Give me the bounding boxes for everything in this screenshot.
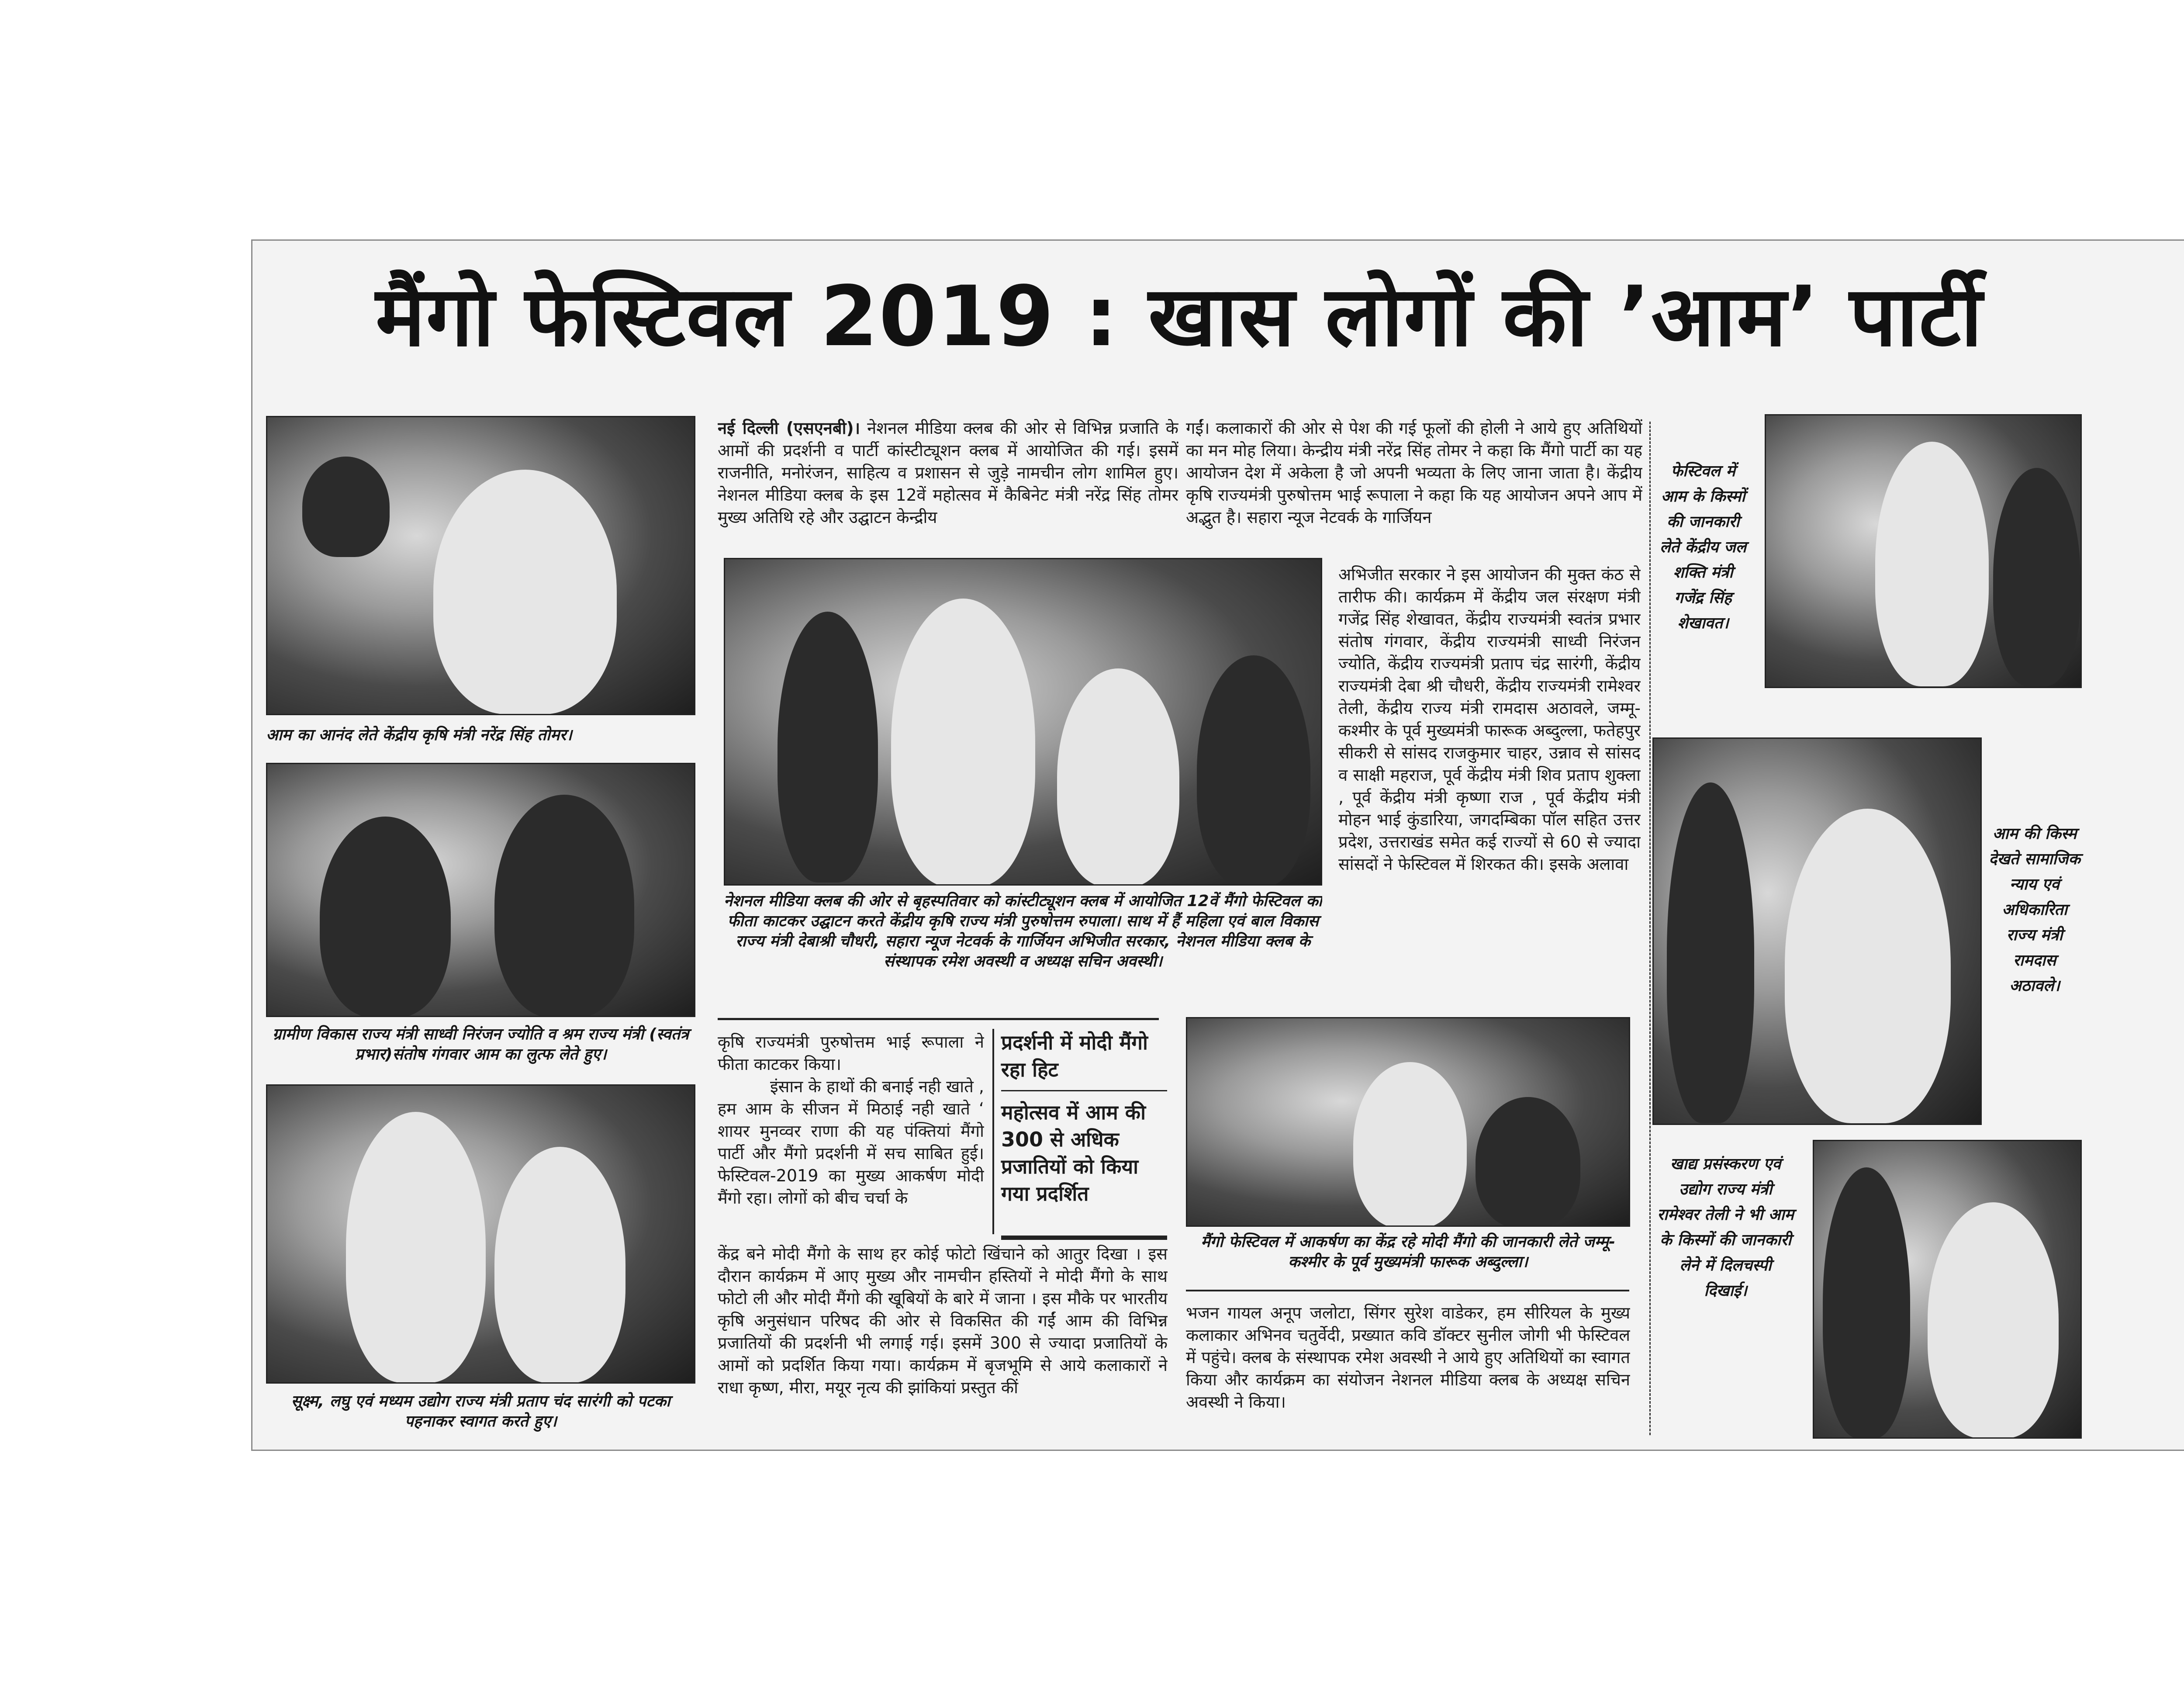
photo-sarangi-welcome <box>266 1084 695 1384</box>
person-figure <box>1353 1062 1467 1227</box>
person-figure <box>1993 468 2080 686</box>
divider <box>1001 1236 1167 1240</box>
person-figure <box>1197 655 1310 886</box>
divider <box>1186 1290 1629 1291</box>
caption-left-1: आम का आनंद लेते केंद्रीय कृषि मंत्री नरेंद्र सिंह तोमर। <box>266 726 572 744</box>
person-figure <box>302 457 390 557</box>
article-paragraph-4: कृषि राज्यमंत्री पुरुषोत्तम भाई रूपाला ने फीता काटकर किया। <box>718 1032 984 1074</box>
caption-right-1: फेस्टिवल में आम के किस्मों की जानकारी लेते केंद्रीय जल शक्ति मंत्री गजेंद्र सिंह शेखावत। <box>1659 462 1747 632</box>
person-figure <box>1928 1202 2059 1438</box>
caption-left-3: सूक्ष्म, लघु एवं मध्यम उद्योग राज्य मंत्री प्रताप चंद सारंगी को पटका पहनाकर स्वागत करते हुए। <box>291 1392 670 1430</box>
person-figure <box>433 470 617 714</box>
article-paragraph-7: भजन गायल अनूप जलोटा, सिंगर सुरेश वाडेकर, हम सीरियल के मुख्य कलाकार अभिनव चतुर्वेदी, प्रख्यात कवि डॉक्टर सुनील जोगी भी फेस्टिवल में पहुंचे। क्लब के संस्थापक रमेश अवस्थी ने आये हुए अतिथियों का स्वागत किया और कार्यक्रम का संयोजन नेशनल मीडिया क्लब के अध्यक्ष सचिन अवस्थी ने किया। <box>1186 1303 1630 1412</box>
person-figure <box>320 817 451 1017</box>
caption-right-3: खाद्य प्रसंस्करण एवं उद्योग राज्य मंत्री रामेश्वर तेली ने भी आम के किस्मों की जानकारी लेने में दिलचस्पी दिखाई। <box>1657 1155 1794 1300</box>
photo-tomar-eating-mango <box>266 416 695 715</box>
dateline: नई दिल्ली (एसएनबी)। <box>718 419 860 438</box>
article-paragraph-2: गईं। कलाकारों की ओर से पेश की गई फूलों की होली ने आये हुए अतिथियों का मन मोह लिया। केन्द्रीय मंत्री नरेंद्र सिंह तोमर ने कहा कि मैंगो पार्टी का यह आयोजन देश में अकेला है जो अपनी भव्यता के लिए जाना जाता है। केंद्रीय कृषि राज्यमंत्री पुरुषोत्तम भाई रूपाला ने कहा कि यह आयोजन अपने आप में अद्भुत है। सहारा न्यूज नेटवर्क के गार्जियन <box>1186 419 1642 527</box>
photo-shekhawat <box>1765 414 2082 688</box>
photo-athawale <box>1652 737 1982 1125</box>
person-figure <box>494 1147 625 1383</box>
dashed-column-divider <box>1649 422 1651 1435</box>
caption-farooq: मैंगो फेस्टिवल में आकर्षण का केंद्र रहे मोदी मैंगो की जानकारी लेते जम्मू-कश्मीर के पूर्व मुख्यमंत्री फारूक अब्दुल्ला। <box>1201 1233 1615 1271</box>
caption-left-2: ग्रामीण विकास राज्य मंत्री साध्वी निरंजन ज्योति व श्रम राज्य मंत्री (स्वतंत्र प्रभार)संतोष गंगवार आम का लुत्फ लेते हुए। <box>272 1025 689 1063</box>
caption-right-2: आम की किस्म देखते सामाजिक न्याय एवं अधिकारिता राज्य मंत्री रामदास अठावले। <box>1989 825 2080 995</box>
person-figure <box>346 1112 486 1383</box>
highlight-300-varieties: महोत्सव में आम की 300 से अधिक प्रजातियों को किया गया प्रदर्शित <box>1001 1101 1146 1205</box>
divider <box>992 1029 994 1234</box>
person-figure <box>1823 1167 1910 1438</box>
photo-teli <box>1813 1140 2082 1439</box>
photo-farooq-abdullah <box>1186 1017 1630 1227</box>
person-figure <box>1476 1097 1580 1227</box>
headline: मैंगो फेस्टिवल 2019 : खास लोगों की ’आम’ पार्टी <box>375 268 1984 365</box>
caption-ribbon-cutting: नेशनल मीडिया क्लब की ओर से बृहस्पतिवार को कांस्टीट्यूशन क्लब में आयोजित 12वें मैंगो फेस्टिवल का फीता काटकर उद्घाटन करते केंद्रीय कृषि राज्य मंत्री पुरुषोत्तम रुपाला। साथ में हैं महिला एवं बाल विकास राज्य मंत्री देबाश्री चौधरी, सहारा न्यूज नेटवर्क के गार्जियन अभिजीत सरकार, नेशनल मीडिया क्लब के संस्थापक रमेश अवस्थी व अध्यक्ष सचिन अवस्थी। <box>724 892 1322 970</box>
person-figure <box>1875 442 1989 686</box>
person-figure <box>1667 782 1754 1123</box>
divider <box>718 1018 1159 1020</box>
person-figure <box>1057 668 1179 886</box>
article-paragraph-5: इंसान के हाथों की बनाई नही खाते , हम आम के सीजन में मिठाई नही खाते ‘ शायर मुनव्वर राणा की यह पंक्तियां मैंगो पार्टी और मैंगो प्रदर्शनी में सच साबित हुई। फेस्टिवल-2019 का मुख्य आकर्षण मोदी मैंगो रहा। लोगों को बीच चर्चा के <box>718 1077 984 1208</box>
photo-jyoti-gangwar <box>266 763 695 1017</box>
person-figure <box>778 612 878 883</box>
article-paragraph-1 <box>718 417 1178 535</box>
highlight-modi-mango: प्रदर्शनी में मोदी मैंगो रहा हिट <box>1001 1031 1148 1081</box>
person-figure <box>494 795 634 1017</box>
photo-ribbon-cutting <box>724 558 1322 886</box>
person-figure <box>891 599 1035 886</box>
article-text: नेशनल मीडिया क्लब की ओर से विभिन्न प्रजाति के आमों की प्रदर्शनी व पार्टी कांस्टीट्यूशन क्लब में आयोजित की गई। इसमें राजनीति, मनोरंजन, साहित्य व प्रशासन से जुड़े नामचीन लोग शामिल हुए। नेशनल मीडिया क्लब के इस 12वें महोत्सव में कैबिनेट मंत्री नरेंद्र सिंह तोमर मुख्य अतिथि रहे और उद्घाटन केन्द्रीय <box>718 419 1178 527</box>
person-figure <box>1785 809 1951 1123</box>
divider <box>1001 1090 1167 1091</box>
article-paragraph-3: अभिजीत सरकार ने इस आयोजन की मुक्त कंठ से तारीफ की। कार्यक्रम में केंद्रीय जल संरक्षण मंत्री गजेंद्र सिंह शेखावत, केंद्रीय राज्यमंत्री स्वतंत्र प्रभार संतोष गंगवार, केंद्रीय राज्यमंत्री साध्वी निरंजन ज्योति, केंद्रीय राज्यमंत्री प्रताप चंद्र सारंगी, केंद्रीय राज्यमंत्री देबा श्री चौधरी, केंद्रीय राज्यमंत्री रामेश्वर तेली, केंद्रीय राज्य मंत्री रामदास अठावले, जम्मू-कश्मीर के पूर्व मुख्यमंत्री फारूक अब्दुल्ला, फतेहपुर सीकरी से सांसद राजकुमार चाहर, उन्नाव से सांसद व साक्षी महराज, पूर्व केंद्रीय मंत्री शिव प्रताप शुक्ला , पूर्व केंद्रीय मंत्री कृष्णा राज , पूर्व केंद्रीय मंत्री मोहन भाई कुंडारिया, जगदम्बिका पॉल सहित उत्तर प्रदेश, उत्तराखंड समेत कई राज्यों से 60 से ज्यादा सांसदों ने फेस्टिवल में शिरकत की। इसके अलावा <box>1338 565 1641 874</box>
article-paragraph-6: केंद्र बने मोदी मैंगो के साथ हर कोई फोटो खिंचाने को आतुर दिखा । इस दौरान कार्यक्रम में आए मुख्य और नामचीन हस्तियों ने मोदी मैंगो के साथ फोटो ली और मोदी मैंगो की खूबियों के बारे में जाना । इस मौके पर भारतीय कृषि अनुसंधान परिषद की ओर से विकसित की गईं आम की विभिन्न प्रजातियों की प्रदर्शनी भी लगाई गई। इसमें 300 से ज्यादा प्रजातियों के आमों को प्रदर्शित किया गया। कार्यक्रम में बृजभूमि से आये कलाकारों ने राधा कृष्ण, मीरा, मयूर नृत्य की झांकियां प्रस्तुत कीं <box>718 1244 1168 1397</box>
